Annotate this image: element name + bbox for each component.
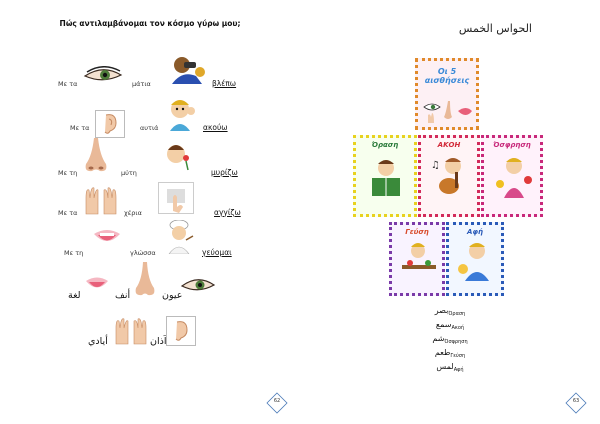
- vocab-greek: Γεύση: [450, 353, 466, 359]
- page-number: 62: [273, 398, 281, 404]
- arabic-word: أنف: [115, 290, 131, 301]
- row-verb: αγγίζω: [214, 208, 241, 217]
- page-number-badge: [266, 392, 288, 414]
- sense-card-touch: [446, 222, 504, 296]
- senses-collage-icon: [422, 99, 474, 125]
- person-looking-binoculars-icon: [168, 54, 208, 86]
- svg-text:♫: ♫: [431, 160, 440, 171]
- person-listening-icon: [162, 97, 198, 133]
- child-eating-icon: [398, 239, 440, 281]
- arabic-title: الحواس الخمس: [458, 22, 532, 35]
- vocab-arabic: سمع: [435, 320, 452, 329]
- right-page: [300, 0, 600, 424]
- arabic-word: عيون: [162, 290, 183, 301]
- row-verb: ακούω: [203, 123, 228, 132]
- worksheet-title: Πώς αντιλαμβάνομαι τον κόσμο γύρω μου;: [59, 19, 241, 28]
- child-flowers-icon: [492, 154, 536, 200]
- eye-icon: [83, 66, 123, 84]
- sense-card-smell: [481, 135, 543, 217]
- row-prefix: Με τα: [58, 80, 78, 88]
- vocab-greek: Αφή: [453, 367, 464, 373]
- row-prefix: Με τη: [64, 249, 84, 257]
- vocab-line: [300, 334, 600, 345]
- vocab-greek: Ακοή: [451, 325, 465, 331]
- row-prefix: Με τα: [70, 124, 90, 132]
- row-verb: γεύομαι: [202, 248, 232, 257]
- hands-icon: [112, 316, 150, 346]
- chef-tasting-icon: [164, 220, 194, 254]
- arabic-word: لغة: [68, 290, 81, 301]
- nose-icon: [82, 138, 110, 174]
- card-title: Όσφρηση: [493, 141, 531, 149]
- vocab-greek: Όσφρηση: [444, 339, 468, 345]
- page-number-badge: [565, 392, 587, 414]
- vocab-line: [300, 362, 600, 373]
- row-prefix: Με τη: [58, 169, 78, 177]
- card-title: ΑΚΟΗ: [437, 141, 461, 149]
- card-title: Όραση: [371, 141, 399, 149]
- hand-touching-icon: [158, 182, 194, 214]
- sense-card-hearing: [418, 135, 480, 217]
- vocab-arabic: طعم: [434, 348, 451, 357]
- vocab-line: [300, 320, 600, 331]
- vocab-arabic: بصر: [434, 306, 449, 315]
- row-verb: μυρίζω: [211, 168, 238, 177]
- row-verb: βλέπω: [212, 79, 237, 88]
- nose-icon: [133, 262, 157, 298]
- row-organ: γλώσσα: [130, 249, 156, 257]
- cover-title: Οι 5 αισθήσεις: [424, 67, 470, 85]
- arabic-word: أيادي: [88, 336, 108, 347]
- row-prefix: Με τα: [58, 209, 78, 217]
- card-title: Γεύση: [405, 228, 429, 236]
- page-number: 63: [572, 398, 580, 404]
- child-reading-icon: [364, 156, 408, 200]
- hands-icon: [82, 184, 120, 216]
- person-smelling-icon: [162, 140, 194, 172]
- vocab-greek: Όραση: [448, 311, 466, 317]
- child-touching-icon: [455, 239, 499, 283]
- cover-card: [415, 58, 479, 130]
- card-title: Αφή: [467, 228, 483, 236]
- row-organ: χέρια: [124, 209, 142, 217]
- row-organ: αυτιά: [140, 124, 159, 132]
- tongue-icon: [92, 226, 122, 250]
- vocab-arabic: شم: [432, 334, 445, 343]
- vocab-line: [300, 306, 600, 317]
- row-organ: μύτη: [121, 169, 137, 177]
- eye-icon: [180, 276, 216, 294]
- vocab-arabic: لمس: [436, 362, 454, 371]
- arabic-word: آذان: [150, 336, 167, 347]
- child-guitar-icon: [427, 154, 473, 200]
- tongue-icon: [84, 274, 110, 296]
- ear-icon: [166, 316, 196, 346]
- vocab-line: [300, 348, 600, 359]
- sense-card-vision: [353, 135, 417, 217]
- ear-icon: [95, 110, 125, 138]
- row-organ: μάτια: [132, 80, 151, 88]
- sense-card-taste: [389, 222, 445, 296]
